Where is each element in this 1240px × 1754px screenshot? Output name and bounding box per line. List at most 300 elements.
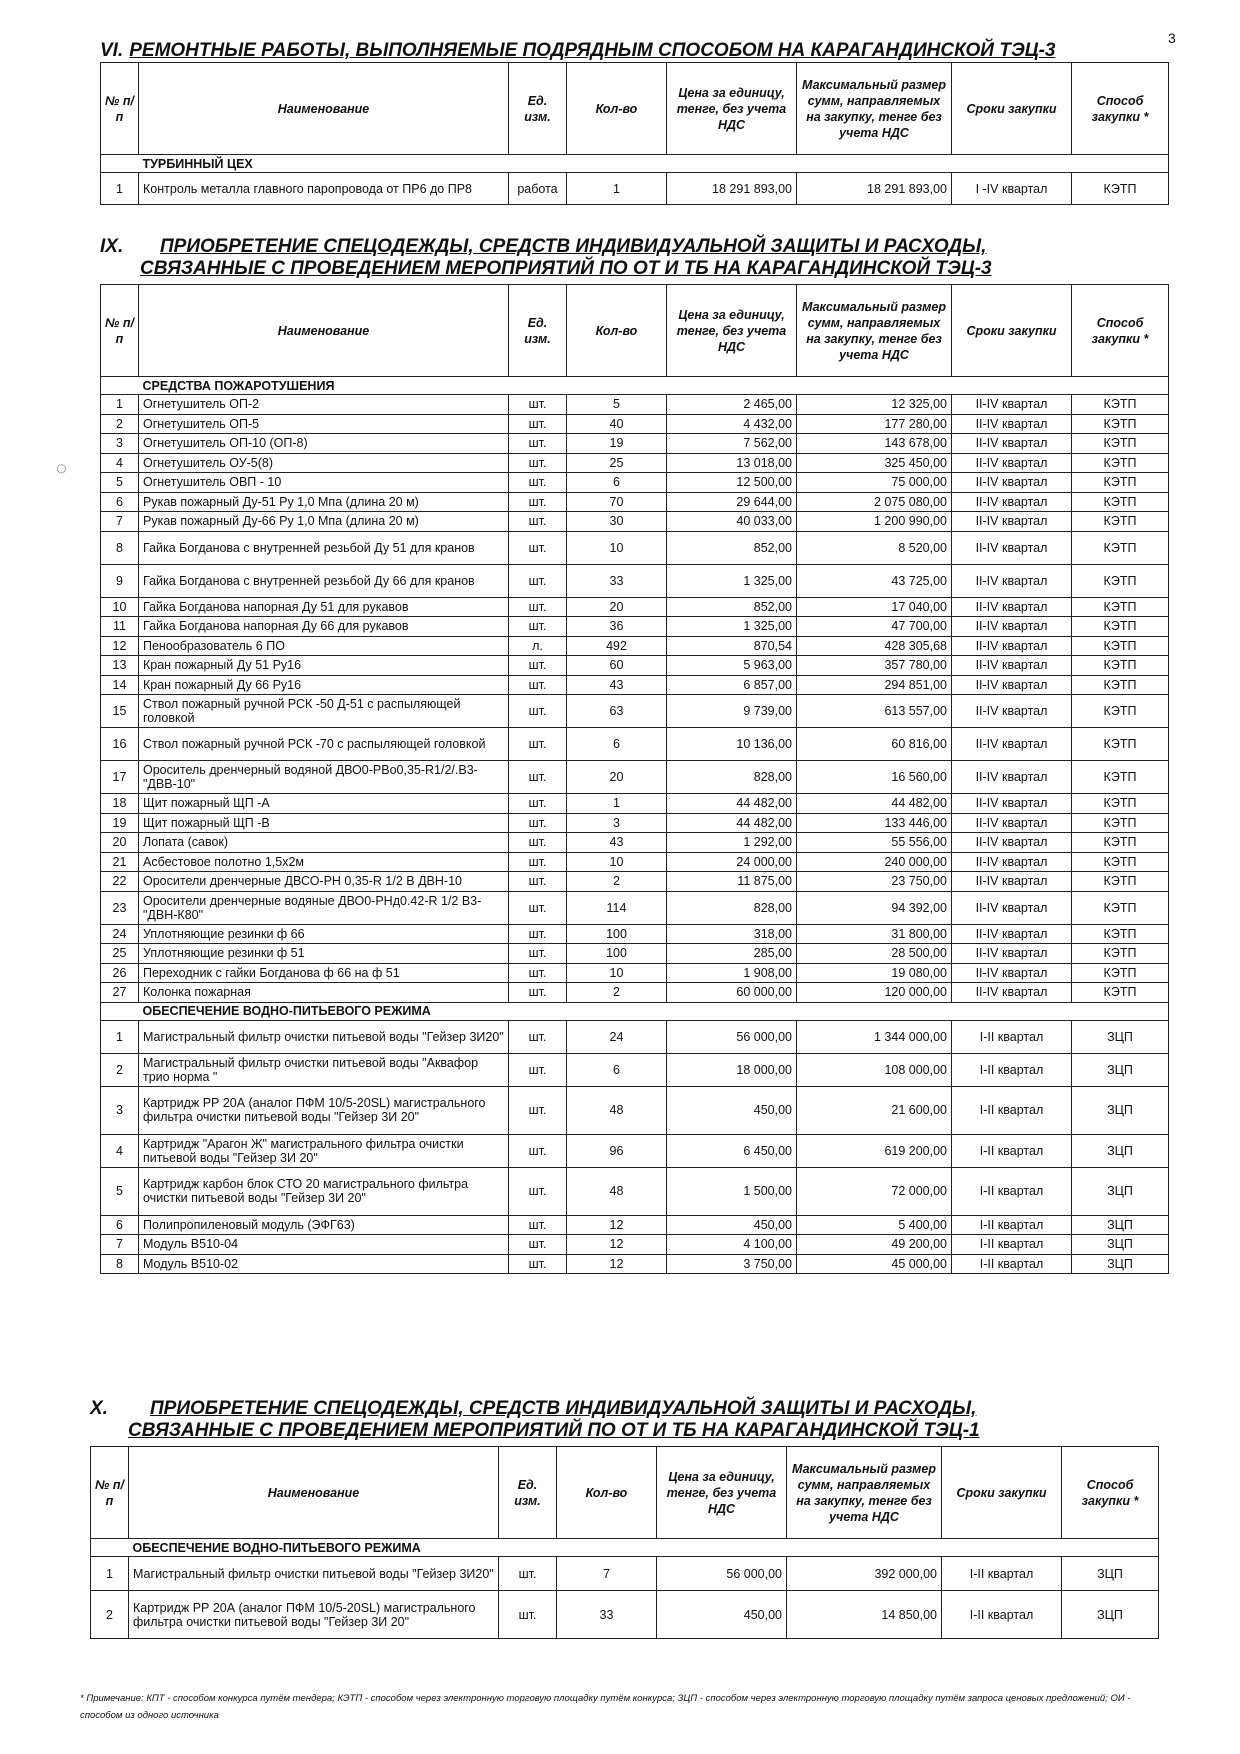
col-method-cell: КЭТП <box>1072 872 1169 892</box>
col-period-header: Сроки закупки <box>942 1447 1062 1539</box>
group-name: СРЕДСТВА ПОЖАРОТУШЕНИЯ <box>139 377 1169 395</box>
col-unit-cell: шт. <box>509 675 567 695</box>
col-max-sum-cell: 177 280,00 <box>797 414 952 434</box>
col-method-cell: КЭТП <box>1072 963 1169 983</box>
col-max-sum-cell: 8 520,00 <box>797 531 952 564</box>
table-row <box>91 1557 1159 1591</box>
col-method-cell: КЭТП <box>1072 617 1169 637</box>
col-unit-cell: шт. <box>509 564 567 597</box>
col-name-cell: Оросители дренчерные ДВСО-РН 0,35-R 1/2 В ДВН-10 <box>139 872 509 892</box>
col-period-cell: II-IV квартал <box>952 983 1072 1003</box>
col-period-cell: I -IV квартал <box>952 173 1072 205</box>
col-unit-cell: шт. <box>509 944 567 964</box>
col-period-cell: I-II квартал <box>942 1591 1062 1639</box>
col-num-cell: 8 <box>101 531 139 564</box>
col-method-cell: КЭТП <box>1072 173 1169 205</box>
header-row <box>91 1447 1159 1539</box>
col-price-cell: 450,00 <box>657 1591 787 1639</box>
group-name: ТУРБИННЫЙ ЦЕХ <box>139 155 1169 173</box>
col-qty-header: Кол-во <box>567 63 667 155</box>
col-method-cell: ЗЦП <box>1072 1215 1169 1235</box>
col-num-cell: 6 <box>101 1215 139 1235</box>
col-price-cell: 3 750,00 <box>667 1254 797 1274</box>
col-num-cell: 22 <box>101 872 139 892</box>
col-price-cell: 56 000,00 <box>667 1020 797 1053</box>
col-price-cell: 1 325,00 <box>667 564 797 597</box>
col-unit-cell: работа <box>509 173 567 205</box>
table-row <box>101 1235 1169 1255</box>
col-method-header: Способ закупки * <box>1062 1447 1159 1539</box>
col-num-cell: 1 <box>101 173 139 205</box>
col-max-sum-cell: 31 800,00 <box>797 924 952 944</box>
col-qty-cell: 96 <box>567 1134 667 1167</box>
table-row <box>101 414 1169 434</box>
col-unit-header: Ед. изм. <box>499 1447 557 1539</box>
col-name-cell: Щит пожарный ЩП -В <box>139 813 509 833</box>
col-max-sum-cell: 1 344 000,00 <box>797 1020 952 1053</box>
col-price-cell: 1 325,00 <box>667 617 797 637</box>
col-num-cell: 4 <box>101 1134 139 1167</box>
col-num-cell: 26 <box>101 963 139 983</box>
table-row <box>101 852 1169 872</box>
col-max-sum-cell: 1 200 990,00 <box>797 512 952 532</box>
group-name: ОБЕСПЕЧЕНИЕ ВОДНО-ПИТЬЕВОГО РЕЖИМА <box>139 1002 1169 1020</box>
col-unit-cell: шт. <box>509 963 567 983</box>
col-num-cell: 6 <box>101 492 139 512</box>
col-period-cell: II-IV квартал <box>952 852 1072 872</box>
section-10-title-line2: СВЯЗАННЫЕ С ПРОВЕДЕНИЕМ МЕРОПРИЯТИЙ ПО ОТ И ТБ НА КАРАГАНДИНСКОЙ ТЭЦ-1 <box>128 1420 980 1441</box>
col-qty-cell: 60 <box>567 656 667 676</box>
table-row <box>101 492 1169 512</box>
section-9-title-line2: СВЯЗАННЫЕ С ПРОВЕДЕНИЕМ МЕРОПРИЯТИЙ ПО ОТ И ТБ НА КАРАГАНДИНСКОЙ ТЭЦ-3 <box>140 258 992 279</box>
table-row <box>101 1020 1169 1053</box>
col-period-cell: II-IV квартал <box>952 872 1072 892</box>
col-unit-cell: шт. <box>509 617 567 637</box>
col-unit-cell: шт. <box>499 1557 557 1591</box>
table-row <box>91 1591 1159 1639</box>
table-row <box>101 695 1169 728</box>
col-qty-cell: 33 <box>567 564 667 597</box>
col-unit-cell: шт. <box>509 728 567 761</box>
col-method-cell: КЭТП <box>1072 944 1169 964</box>
col-qty-cell: 19 <box>567 434 667 454</box>
col-name-cell: Магистральный фильтр очистки питьевой воды "Гейзер 3И20" <box>139 1020 509 1053</box>
col-num-cell: 18 <box>101 794 139 814</box>
col-method-cell: КЭТП <box>1072 636 1169 656</box>
col-period-cell: II-IV квартал <box>952 813 1072 833</box>
table-row <box>101 794 1169 814</box>
col-price-cell: 852,00 <box>667 597 797 617</box>
col-period-cell: I-II квартал <box>952 1086 1072 1134</box>
col-max-sum-cell: 94 392,00 <box>797 891 952 924</box>
col-qty-cell: 48 <box>567 1167 667 1215</box>
col-qty-cell: 10 <box>567 852 667 872</box>
group-spacer <box>91 1539 129 1557</box>
col-method-cell: КЭТП <box>1072 656 1169 676</box>
col-max-sum-cell: 21 600,00 <box>797 1086 952 1134</box>
col-qty-cell: 492 <box>567 636 667 656</box>
col-method-cell: КЭТП <box>1072 512 1169 532</box>
col-num-cell: 1 <box>101 395 139 415</box>
col-unit-cell: шт. <box>509 395 567 415</box>
col-unit-cell: шт. <box>509 983 567 1003</box>
col-qty-cell: 10 <box>567 531 667 564</box>
col-period-cell: II-IV квартал <box>952 924 1072 944</box>
col-name-cell: Картридж карбон блок СТО 20 магистрального фильтра очистки питьевой воды "Гейзер 3И 20" <box>139 1167 509 1215</box>
table-row <box>101 636 1169 656</box>
col-num-header: № п/п <box>101 63 139 155</box>
group-row <box>91 1539 1159 1557</box>
col-num-cell: 10 <box>101 597 139 617</box>
col-unit-cell: шт. <box>509 833 567 853</box>
col-max-sum-cell: 19 080,00 <box>797 963 952 983</box>
table-row <box>101 1134 1169 1167</box>
col-price-cell: 44 482,00 <box>667 813 797 833</box>
table-row <box>101 872 1169 892</box>
col-name-cell: Картридж РР 20А (аналог ПФМ 10/5-20SL) магистрального фильтра очистки питьевой воды "Гейзер 3И 20" <box>129 1591 499 1639</box>
col-method-cell: КЭТП <box>1072 675 1169 695</box>
col-price-cell: 6 857,00 <box>667 675 797 695</box>
col-name-cell: Уплотняющие резинки ф 51 <box>139 944 509 964</box>
col-price-cell: 828,00 <box>667 891 797 924</box>
table-row <box>101 453 1169 473</box>
col-name-cell: Ороситель дренчерный водяной ДВО0-РВо0,35-R1/2/.В3-"ДВВ-10" <box>139 761 509 794</box>
col-name-header: Наименование <box>139 285 509 377</box>
col-method-cell: ЗЦП <box>1072 1235 1169 1255</box>
col-max-sum-cell: 294 851,00 <box>797 675 952 695</box>
col-name-cell: Рукав пожарный Ду-51 Ру 1,0 Мпа (длина 20 м) <box>139 492 509 512</box>
col-method-cell: КЭТП <box>1072 983 1169 1003</box>
table-row <box>101 944 1169 964</box>
col-price-cell: 11 875,00 <box>667 872 797 892</box>
col-price-cell: 450,00 <box>667 1215 797 1235</box>
col-num-cell: 13 <box>101 656 139 676</box>
col-unit-cell: шт. <box>509 453 567 473</box>
col-method-header: Способ закупки * <box>1072 63 1169 155</box>
col-qty-cell: 7 <box>557 1557 657 1591</box>
col-num-cell: 21 <box>101 852 139 872</box>
col-num-cell: 3 <box>101 434 139 454</box>
col-method-cell: КЭТП <box>1072 492 1169 512</box>
col-max-sum-cell: 18 291 893,00 <box>797 173 952 205</box>
col-period-cell: II-IV квартал <box>952 395 1072 415</box>
col-qty-cell: 114 <box>567 891 667 924</box>
col-unit-header: Ед. изм. <box>509 63 567 155</box>
col-name-cell: Магистральный фильтр очистки питьевой воды "Гейзер 3И20" <box>129 1557 499 1591</box>
col-name-cell: Гайка Богданова с внутренней резьбой Ду 51 для кранов <box>139 531 509 564</box>
col-method-cell: КЭТП <box>1072 833 1169 853</box>
col-method-cell: КЭТП <box>1072 728 1169 761</box>
col-name-cell: Модуль В510-04 <box>139 1235 509 1255</box>
col-period-cell: I-II квартал <box>952 1254 1072 1274</box>
col-num-cell: 4 <box>101 453 139 473</box>
col-max-sum-header: Максимальный размер сумм, направляемых на закупку, тенге без учета НДС <box>797 285 952 377</box>
col-period-cell: II-IV квартал <box>952 761 1072 794</box>
col-max-sum-cell: 12 325,00 <box>797 395 952 415</box>
col-method-cell: КЭТП <box>1072 564 1169 597</box>
col-qty-cell: 63 <box>567 695 667 728</box>
col-price-cell: 6 450,00 <box>667 1134 797 1167</box>
col-num-cell: 17 <box>101 761 139 794</box>
col-price-cell: 7 562,00 <box>667 434 797 454</box>
table-row <box>101 813 1169 833</box>
table-row <box>101 597 1169 617</box>
table-row <box>101 395 1169 415</box>
col-qty-cell: 48 <box>567 1086 667 1134</box>
col-price-cell: 40 033,00 <box>667 512 797 532</box>
col-qty-header: Кол-во <box>557 1447 657 1539</box>
col-max-sum-cell: 240 000,00 <box>797 852 952 872</box>
col-period-cell: I-II квартал <box>952 1167 1072 1215</box>
col-price-cell: 1 908,00 <box>667 963 797 983</box>
col-period-cell: II-IV квартал <box>952 531 1072 564</box>
col-price-cell: 12 500,00 <box>667 473 797 493</box>
col-name-header: Наименование <box>139 63 509 155</box>
col-num-cell: 14 <box>101 675 139 695</box>
col-name-cell: Ствол пожарный ручной РСК -50 Д-51 с распыляющей головкой <box>139 695 509 728</box>
col-period-cell: II-IV квартал <box>952 944 1072 964</box>
col-name-cell: Огнетушитель ОП-10 (ОП-8) <box>139 434 509 454</box>
col-price-header: Цена за единицу, тенге, без учета НДС <box>667 63 797 155</box>
col-method-cell: ЗЦП <box>1072 1020 1169 1053</box>
col-name-cell: Контроль металла главного паропровода от ПР6 до ПР8 <box>139 173 509 205</box>
col-qty-cell: 24 <box>567 1020 667 1053</box>
col-num-cell: 9 <box>101 564 139 597</box>
col-unit-cell: шт. <box>509 597 567 617</box>
col-period-cell: I-II квартал <box>952 1134 1072 1167</box>
table-row <box>101 656 1169 676</box>
col-max-sum-cell: 28 500,00 <box>797 944 952 964</box>
table-row <box>101 1254 1169 1274</box>
table-row <box>101 434 1169 454</box>
col-period-cell: II-IV квартал <box>952 597 1072 617</box>
col-num-cell: 7 <box>101 512 139 532</box>
col-price-cell: 450,00 <box>667 1086 797 1134</box>
col-name-cell: Гайка Богданова напорная Ду 51 для рукавов <box>139 597 509 617</box>
col-method-cell: ЗЦП <box>1062 1557 1159 1591</box>
col-qty-cell: 6 <box>567 473 667 493</box>
col-qty-cell: 100 <box>567 944 667 964</box>
col-price-cell: 60 000,00 <box>667 983 797 1003</box>
col-method-cell: КЭТП <box>1072 891 1169 924</box>
col-qty-cell: 1 <box>567 794 667 814</box>
col-num-header: № п/п <box>91 1447 129 1539</box>
table-row <box>101 924 1169 944</box>
col-period-cell: I-II квартал <box>952 1020 1072 1053</box>
footnote: * Примечание: КПТ - способом конкурса путём тендера; КЭТП - способом через электронную торговую площадку путём конкурса; ЗЦП - способом через электронную торговую площадку путём запроса ценовых предложений; ОИ - способом из одного источника <box>80 1693 1131 1721</box>
col-method-cell: КЭТП <box>1072 852 1169 872</box>
col-price-cell: 29 644,00 <box>667 492 797 512</box>
col-num-cell: 3 <box>101 1086 139 1134</box>
col-qty-cell: 43 <box>567 833 667 853</box>
col-price-cell: 4 100,00 <box>667 1235 797 1255</box>
col-period-cell: II-IV квартал <box>952 794 1072 814</box>
col-max-sum-cell: 613 557,00 <box>797 695 952 728</box>
col-method-cell: ЗЦП <box>1072 1254 1169 1274</box>
col-method-cell: КЭТП <box>1072 597 1169 617</box>
col-num-cell: 20 <box>101 833 139 853</box>
col-price-cell: 870,54 <box>667 636 797 656</box>
col-name-header: Наименование <box>129 1447 499 1539</box>
table-row <box>101 617 1169 637</box>
col-max-sum-cell: 392 000,00 <box>787 1557 942 1591</box>
table-row <box>101 728 1169 761</box>
col-unit-cell: шт. <box>509 1254 567 1274</box>
col-period-cell: II-IV квартал <box>952 695 1072 728</box>
section-10-title-line1: X. ПРИОБРЕТЕНИЕ СПЕЦОДЕЖДЫ, СРЕДСТВ ИНДИВИДУАЛЬНОЙ ЗАЩИТЫ И РАСХОДЫ, <box>90 1398 977 1419</box>
table-row <box>101 963 1169 983</box>
col-max-sum-cell: 133 446,00 <box>797 813 952 833</box>
col-name-cell: Картридж "Арагон Ж" магистрального фильтра очистки питьевой воды "Гейзер 3И 20" <box>139 1134 509 1167</box>
col-unit-cell: шт. <box>509 872 567 892</box>
col-method-cell: КЭТП <box>1072 531 1169 564</box>
col-unit-cell: шт. <box>509 794 567 814</box>
table-row <box>101 512 1169 532</box>
col-price-cell: 1 500,00 <box>667 1167 797 1215</box>
col-num-cell: 16 <box>101 728 139 761</box>
col-unit-cell: шт. <box>509 891 567 924</box>
col-max-sum-cell: 44 482,00 <box>797 794 952 814</box>
col-max-sum-cell: 5 400,00 <box>797 1215 952 1235</box>
col-unit-cell: шт. <box>509 1215 567 1235</box>
col-unit-cell: шт. <box>509 512 567 532</box>
table-row <box>101 564 1169 597</box>
col-max-sum-cell: 428 305,68 <box>797 636 952 656</box>
col-num-cell: 2 <box>101 414 139 434</box>
table-row <box>101 833 1169 853</box>
col-qty-cell: 33 <box>557 1591 657 1639</box>
col-qty-cell: 30 <box>567 512 667 532</box>
col-price-cell: 9 739,00 <box>667 695 797 728</box>
col-qty-cell: 43 <box>567 675 667 695</box>
col-qty-cell: 6 <box>567 728 667 761</box>
col-num-cell: 2 <box>91 1591 129 1639</box>
col-max-sum-cell: 23 750,00 <box>797 872 952 892</box>
col-max-sum-cell: 49 200,00 <box>797 1235 952 1255</box>
col-period-cell: II-IV квартал <box>952 473 1072 493</box>
col-name-cell: Ствол пожарный ручной РСК -70 с распыляющей головкой <box>139 728 509 761</box>
col-name-cell: Огнетушитель ОП-2 <box>139 395 509 415</box>
col-qty-cell: 5 <box>567 395 667 415</box>
col-period-cell: I-II квартал <box>952 1053 1072 1086</box>
col-unit-cell: шт. <box>509 414 567 434</box>
col-num-cell: 1 <box>91 1557 129 1591</box>
col-name-cell: Колонка пожарная <box>139 983 509 1003</box>
col-method-cell: КЭТП <box>1072 453 1169 473</box>
col-method-cell: КЭТП <box>1072 695 1169 728</box>
col-method-cell: ЗЦП <box>1072 1086 1169 1134</box>
col-period-cell: II-IV квартал <box>952 675 1072 695</box>
col-max-sum-cell: 619 200,00 <box>797 1134 952 1167</box>
col-qty-cell: 70 <box>567 492 667 512</box>
col-unit-cell: шт. <box>499 1591 557 1639</box>
col-name-cell: Щит пожарный ЩП -А <box>139 794 509 814</box>
col-method-cell: КЭТП <box>1072 813 1169 833</box>
col-name-cell: Модуль В510-02 <box>139 1254 509 1274</box>
col-name-cell: Оросители дренчерные водяные ДВО0-РНд0.42-R 1/2 В3-"ДВН-К80" <box>139 891 509 924</box>
table-row <box>101 1167 1169 1215</box>
col-max-sum-cell: 60 816,00 <box>797 728 952 761</box>
col-unit-cell: шт. <box>509 761 567 794</box>
col-method-cell: КЭТП <box>1072 924 1169 944</box>
col-max-sum-cell: 120 000,00 <box>797 983 952 1003</box>
col-period-cell: I-II квартал <box>942 1557 1062 1591</box>
col-price-cell: 1 292,00 <box>667 833 797 853</box>
col-period-cell: II-IV квартал <box>952 434 1072 454</box>
col-qty-cell: 10 <box>567 963 667 983</box>
col-price-cell: 318,00 <box>667 924 797 944</box>
group-row <box>101 377 1169 395</box>
col-unit-header: Ед. изм. <box>509 285 567 377</box>
col-price-cell: 10 136,00 <box>667 728 797 761</box>
col-unit-cell: шт. <box>509 813 567 833</box>
col-max-sum-cell: 16 560,00 <box>797 761 952 794</box>
col-price-cell: 44 482,00 <box>667 794 797 814</box>
table-row <box>101 1215 1169 1235</box>
col-unit-cell: шт. <box>509 1020 567 1053</box>
col-period-cell: I-II квартал <box>952 1215 1072 1235</box>
section-9-table <box>100 284 1169 1274</box>
col-name-cell: Полипропиленовый модуль (ЭФГ63) <box>139 1215 509 1235</box>
table-row <box>101 891 1169 924</box>
col-name-cell: Асбестовое полотно 1,5х2м <box>139 852 509 872</box>
col-method-cell: ЗЦП <box>1072 1053 1169 1086</box>
col-num-cell: 1 <box>101 1020 139 1053</box>
col-period-cell: II-IV квартал <box>952 656 1072 676</box>
col-name-cell: Кран пожарный Ду 51 Ру16 <box>139 656 509 676</box>
col-qty-cell: 2 <box>567 872 667 892</box>
col-qty-cell: 2 <box>567 983 667 1003</box>
group-row <box>101 1002 1169 1020</box>
col-period-header: Сроки закупки <box>952 285 1072 377</box>
group-row <box>101 155 1169 173</box>
col-num-cell: 15 <box>101 695 139 728</box>
col-method-cell: ЗЦП <box>1062 1591 1159 1639</box>
col-price-header: Цена за единицу, тенге, без учета НДС <box>657 1447 787 1539</box>
col-unit-cell: шт. <box>509 492 567 512</box>
col-num-cell: 12 <box>101 636 139 656</box>
col-period-cell: II-IV квартал <box>952 728 1072 761</box>
col-unit-cell: шт. <box>509 1053 567 1086</box>
col-num-cell: 27 <box>101 983 139 1003</box>
col-max-sum-cell: 14 850,00 <box>787 1591 942 1639</box>
col-method-cell: КЭТП <box>1072 473 1169 493</box>
section-9-title-line1: IX. ПРИОБРЕТЕНИЕ СПЕЦОДЕЖДЫ, СРЕДСТВ ИНДИВИДУАЛЬНОЙ ЗАЩИТЫ И РАСХОДЫ, <box>100 236 987 257</box>
col-name-cell: Лопата (савок) <box>139 833 509 853</box>
col-num-cell: 24 <box>101 924 139 944</box>
col-qty-cell: 36 <box>567 617 667 637</box>
col-max-sum-cell: 75 000,00 <box>797 473 952 493</box>
section-10-table <box>90 1446 1159 1639</box>
col-price-cell: 4 432,00 <box>667 414 797 434</box>
col-qty-cell: 100 <box>567 924 667 944</box>
col-name-cell: Переходник с гайки Богданова ф 66 на ф 51 <box>139 963 509 983</box>
col-num-cell: 23 <box>101 891 139 924</box>
col-max-sum-cell: 325 450,00 <box>797 453 952 473</box>
col-unit-cell: л. <box>509 636 567 656</box>
col-period-cell: I-II квартал <box>952 1235 1072 1255</box>
group-name: ОБЕСПЕЧЕНИЕ ВОДНО-ПИТЬЕВОГО РЕЖИМА <box>129 1539 1159 1557</box>
col-name-cell: Кран пожарный Ду 66 Ру16 <box>139 675 509 695</box>
col-period-cell: II-IV квартал <box>952 636 1072 656</box>
col-method-cell: ЗЦП <box>1072 1134 1169 1167</box>
col-unit-cell: шт. <box>509 924 567 944</box>
col-name-cell: Пенообразователь 6 ПО <box>139 636 509 656</box>
col-period-cell: II-IV квартал <box>952 414 1072 434</box>
col-price-cell: 828,00 <box>667 761 797 794</box>
col-num-cell: 11 <box>101 617 139 637</box>
col-unit-cell: шт. <box>509 695 567 728</box>
